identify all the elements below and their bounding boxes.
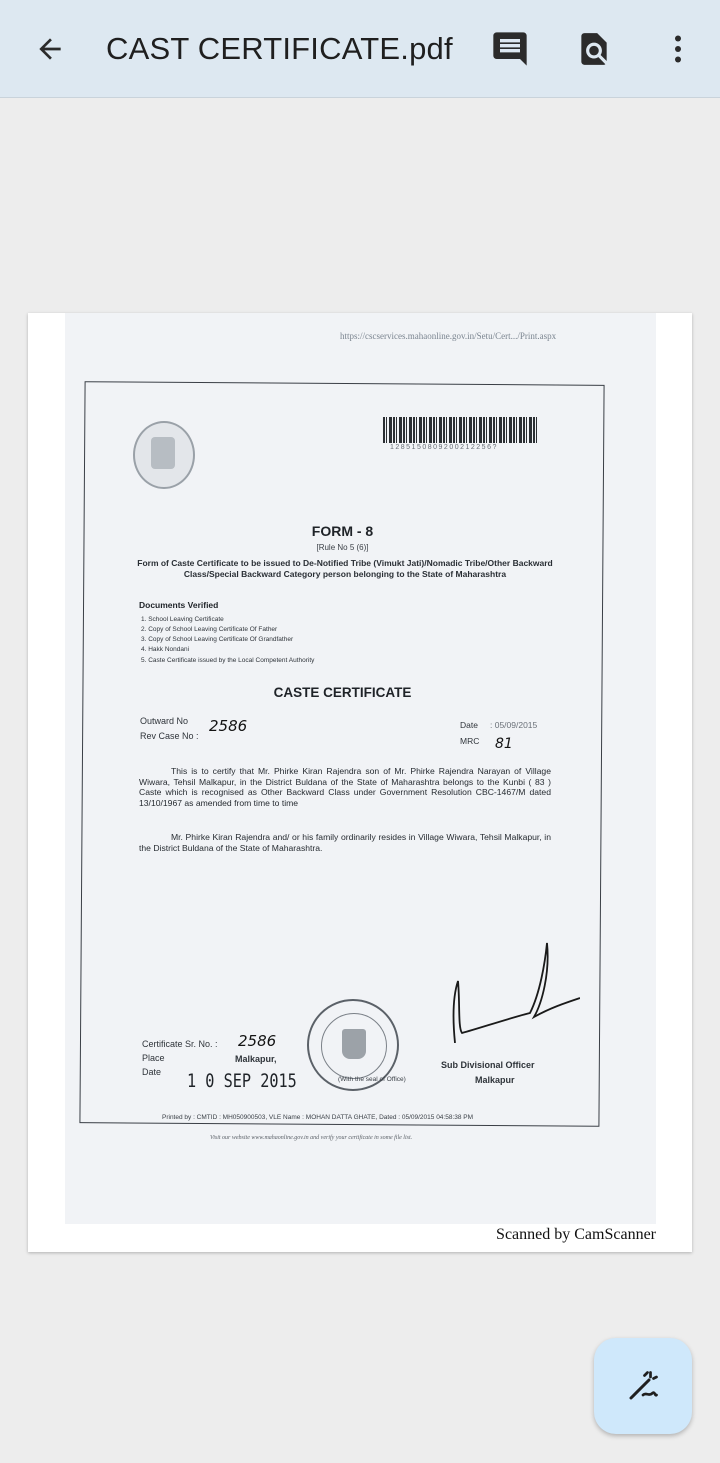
back-button[interactable] bbox=[28, 27, 72, 71]
residence-paragraph: Mr. Phirke Kiran Rajendra and/ or his family ordinarily resides in Village Wiwara, Tehsil Malkapur, in the District Buldana of the State of Maharashtra. bbox=[139, 832, 551, 853]
document-item: 4. Hakk Nondani bbox=[141, 646, 190, 653]
document-title: CAST CERTIFICATE.pdf bbox=[106, 31, 453, 66]
printed-by-line: Printed by : CMTID : MH050900503, VLE Name : MOHAN DATTA GHATE, Dated : 05/09/2015 04:58:38 PM bbox=[162, 1114, 474, 1121]
document-item: 1. School Leaving Certificate bbox=[141, 616, 224, 623]
place-label: Place bbox=[142, 1053, 165, 1063]
form-title: FORM - 8 bbox=[311, 523, 374, 539]
date2-label: Date bbox=[142, 1067, 162, 1077]
form-subtitle: Form of Caste Certificate to be issued to De-Notified Tribe (Vimukt Jati)/Nomadic Tribe/Other Backward Class/Special Backward Category person belonging to the State of Maharashtra bbox=[137, 558, 553, 579]
documents-heading: Documents Verified bbox=[139, 600, 219, 610]
app-bar bbox=[0, 0, 720, 98]
cert-sr-value: 2586 bbox=[238, 1032, 277, 1050]
rev-case-label: Rev Case No : bbox=[140, 731, 199, 741]
comments-button[interactable] bbox=[488, 27, 532, 71]
camscanner-watermark: Scanned by CamScanner bbox=[496, 1226, 656, 1243]
date-label: Date bbox=[460, 720, 478, 730]
barcode bbox=[383, 417, 539, 443]
outward-value: 2586 bbox=[209, 717, 248, 735]
edit-fab[interactable] bbox=[594, 1338, 692, 1434]
document-item: 2. Copy of School Leaving Certificate Of Father bbox=[141, 626, 278, 633]
place-value: Malkapur, bbox=[235, 1054, 277, 1064]
comment-icon bbox=[490, 29, 530, 69]
pdf-page[interactable] bbox=[28, 313, 692, 1252]
officer-place: Malkapur bbox=[475, 1075, 515, 1085]
find-in-page-icon bbox=[575, 30, 613, 68]
date-value: : 05/09/2015 bbox=[490, 720, 538, 730]
arrow-back-icon bbox=[34, 33, 66, 65]
mrc-value: 81 bbox=[495, 736, 513, 752]
find-in-page-button[interactable] bbox=[572, 27, 616, 71]
website-note: Visit our website www.mahaonline.gov.in and verify your certificate in some file list. bbox=[210, 1135, 413, 1141]
rule-number: [Rule No 5 (6)] bbox=[316, 543, 369, 552]
government-emblem-icon bbox=[133, 421, 195, 489]
date2-stamp: 1 0 SEP 2015 bbox=[187, 1070, 297, 1092]
more-options-button[interactable] bbox=[656, 27, 700, 71]
mrc-label: MRC bbox=[460, 736, 480, 746]
scanned-certificate bbox=[65, 313, 656, 1224]
signature-icon bbox=[450, 933, 580, 1043]
certificate-heading: CASTE CERTIFICATE bbox=[273, 685, 412, 700]
certification-paragraph: This is to certify that Mr. Phirke Kiran Rajendra son of Mr. Phirke Rajendra Narayan of Village Wiwara, Tehsil Malkapur, in the District Buldana of the State of Maharashtra belongs to the Kunbi ( 83 ) Caste which is recognised as Other Backward Class under Government Resolution CBC-1467/M dated 13/10/1967 as amended from time to time bbox=[139, 766, 551, 808]
barcode-number: 1285150809200212256? bbox=[390, 444, 498, 451]
more-vert-icon bbox=[660, 31, 696, 67]
document-item: 3. Copy of School Leaving Certificate Of Grandfather bbox=[141, 636, 294, 643]
seal-caption: (With the seal of Office) bbox=[338, 1076, 406, 1083]
edit-sparkle-icon bbox=[625, 1368, 661, 1404]
officer-title: Sub Divisional Officer bbox=[441, 1060, 535, 1070]
cert-sr-label: Certificate Sr. No. : bbox=[142, 1039, 218, 1049]
document-item: 5. Caste Certificate issued by the Local Competent Authority bbox=[141, 657, 315, 664]
url-header: https://cscservices.mahaonline.gov.in/Setu/Cert.../Print.aspx bbox=[340, 331, 557, 341]
outward-label: Outward No bbox=[140, 716, 189, 726]
